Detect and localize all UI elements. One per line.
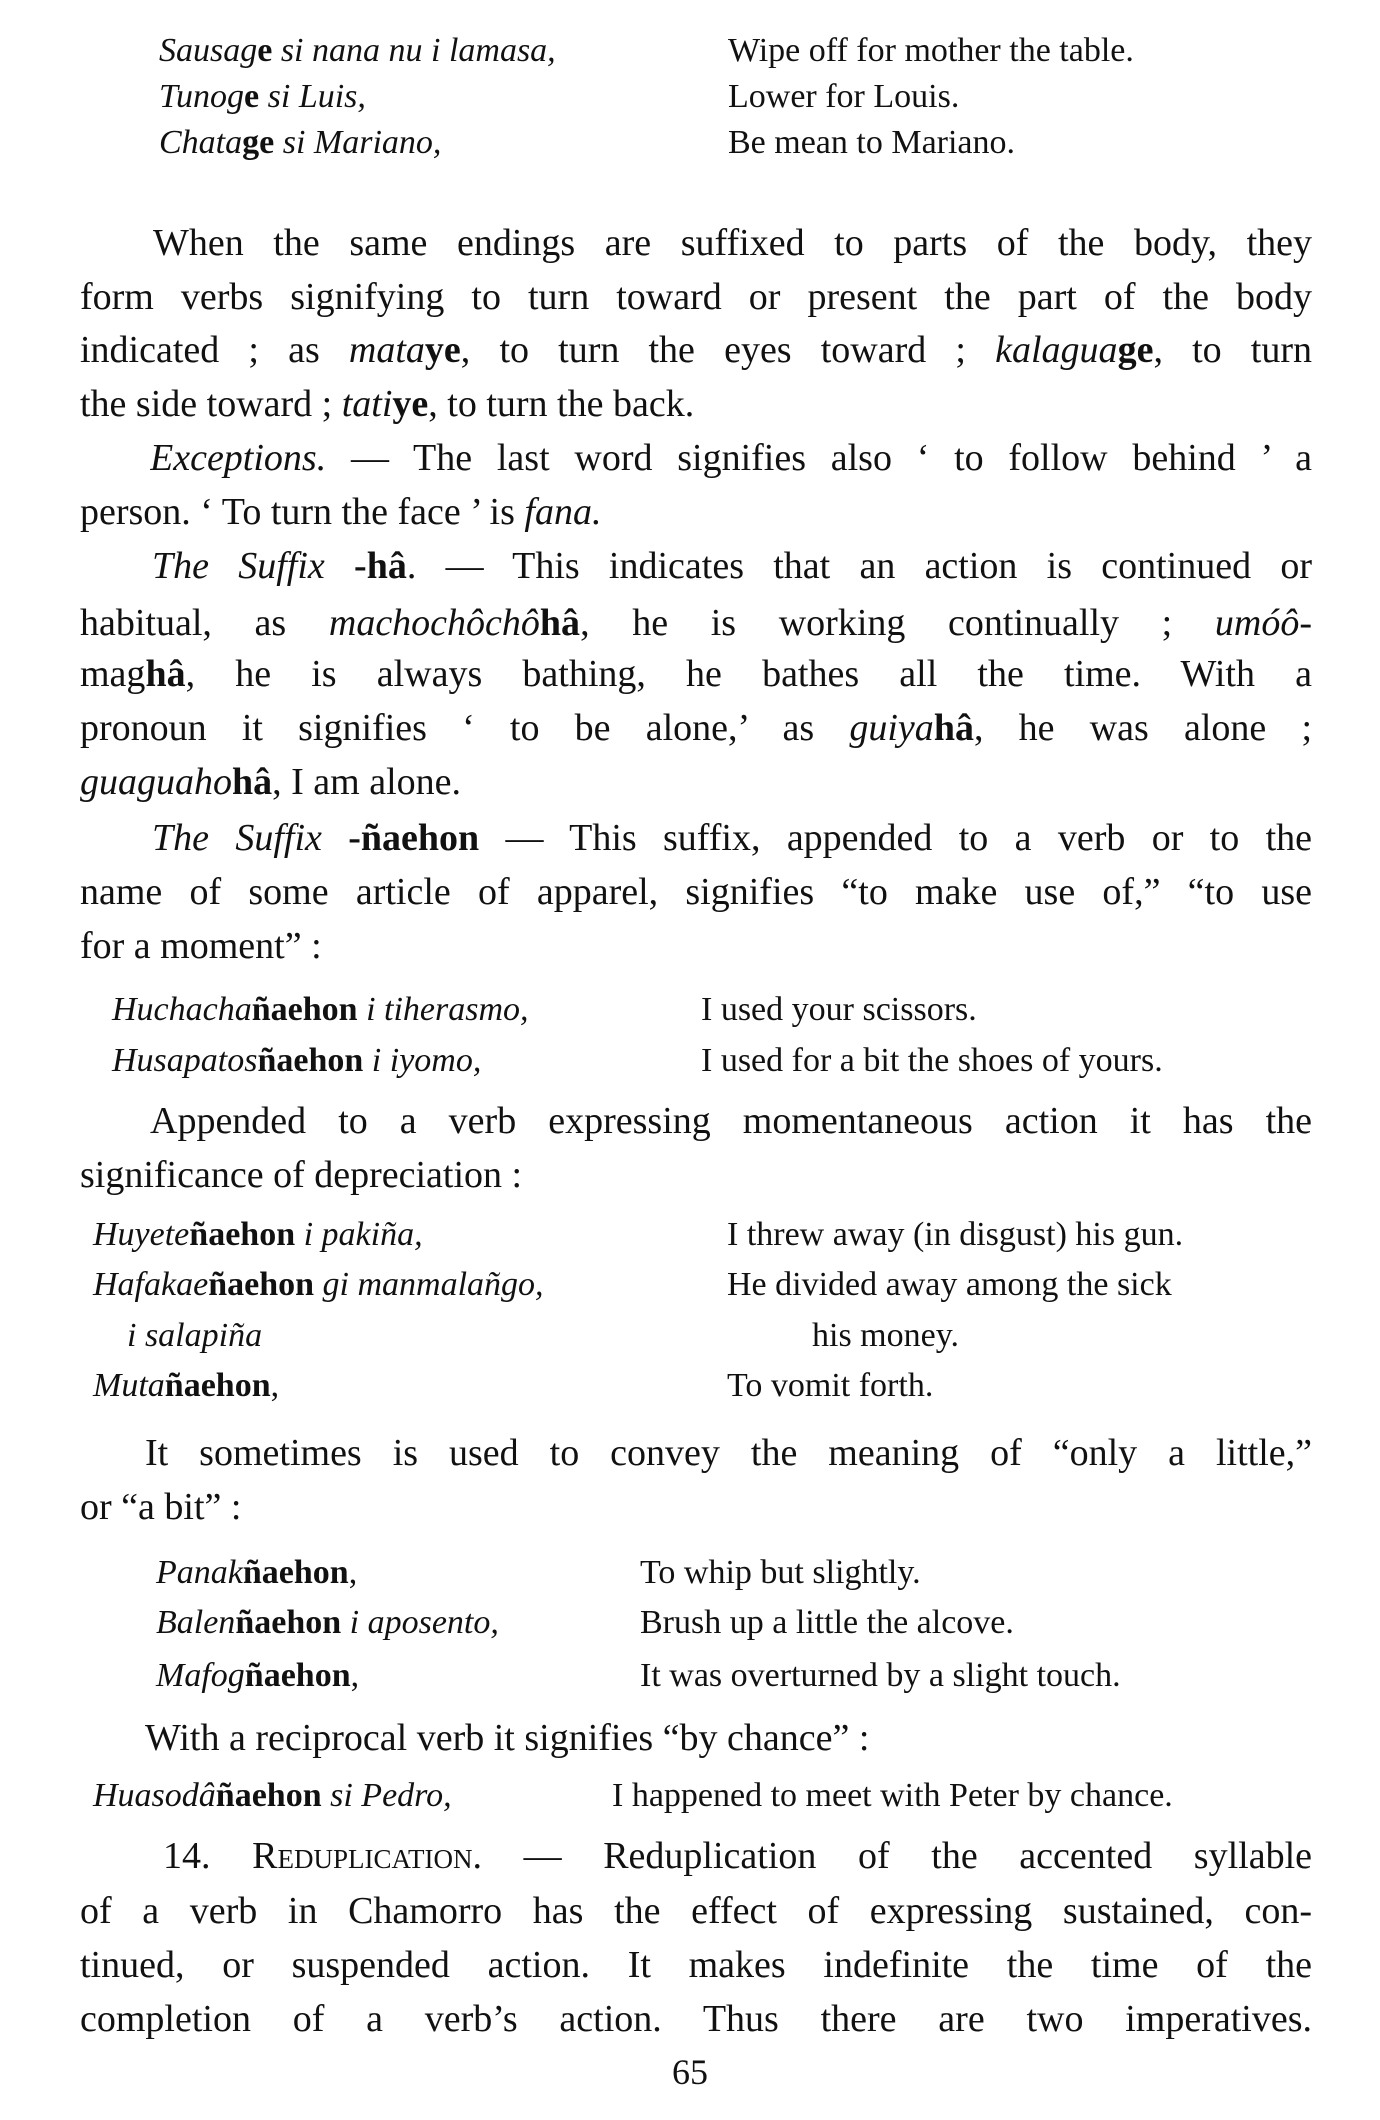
chamorro-phrase (159, 121, 441, 165)
text-line (80, 1997, 1312, 2041)
english-translation: I used for a bit the shoes of yours. (701, 1042, 1163, 1079)
text-line (153, 221, 1312, 265)
english-translation: Wipe off for mother the table. (728, 32, 1134, 69)
italic-text: i aposento, (341, 1604, 499, 1641)
english-translation: To vomit forth. (727, 1367, 934, 1404)
italic-text: Huasodâ (93, 1777, 216, 1814)
text-run: name of some article of apparel, signifies “to make use of,” “to use (80, 871, 1312, 913)
italic-text: The Suffix (152, 545, 325, 587)
italic-text: i tiherasmo, (357, 991, 529, 1028)
text-run: With a reciprocal verb it signifies “by chance” : (145, 1717, 870, 1759)
italic-text: Exceptions. (150, 437, 327, 479)
text-run: , he is always bathing, he bathes all the time. With a (185, 653, 1312, 695)
text-line (152, 816, 1312, 860)
text-run: indicated ; as (80, 329, 349, 371)
text-line (80, 1153, 522, 1197)
chamorro-phrase (93, 1364, 279, 1408)
text-run: habitual, as (80, 602, 329, 644)
english-translation: He divided away among the sick (727, 1266, 1172, 1303)
english-translation: I used your scissors. (701, 991, 977, 1028)
chamorro-phrase (159, 29, 556, 73)
text-run: When the same endings are suffixed to parts of the body, they (153, 222, 1312, 264)
chamorro-phrase (156, 1551, 357, 1595)
italic-text: tati (341, 383, 393, 425)
italic-text: umóô- (1214, 602, 1312, 644)
english-translation: To whip but slightly. (640, 1554, 921, 1591)
text-run: , (350, 1657, 360, 1694)
italic-text: si nana nu i lamasa, (272, 32, 556, 69)
italic-text: si Luis, (259, 78, 366, 115)
suffix-text: ge (1117, 329, 1154, 371)
text-run: — This suffix, appended to a verb or to the (479, 817, 1312, 859)
page-number: 65 (672, 2052, 708, 2092)
text-line (80, 382, 694, 426)
italic-text: i pakiña, (295, 1216, 423, 1253)
text-line (150, 1099, 1312, 1143)
suffix-text: e (244, 78, 260, 115)
text-line (80, 601, 1312, 645)
text-run: the side toward ; (80, 383, 342, 425)
suffix-text: hâ (539, 602, 581, 644)
italic-text: gi manmalañgo, (314, 1266, 544, 1303)
chamorro-phrase (127, 1314, 262, 1358)
text-run: tinued, or suspended action. It makes indefinite the time of the (80, 1944, 1312, 1986)
suffix-text: ñaehon (215, 1777, 322, 1814)
chamorro-phrase (93, 1774, 452, 1818)
suffix-text: hâ (232, 761, 273, 803)
text-line (80, 652, 1312, 696)
italic-text: fana. (524, 491, 602, 533)
text-run: — The last word signifies also ‘ to follow behind ’ a (326, 437, 1312, 479)
english-translation: It was overturned by a slight touch. (640, 1657, 1121, 1694)
italic-text: Mafog (156, 1657, 245, 1694)
italic-text: Balen (156, 1604, 236, 1641)
chamorro-phrase (156, 1654, 359, 1698)
italic-text: Huchacha (112, 991, 252, 1028)
suffix-text: ñaehon (235, 1604, 342, 1641)
italic-text: guiya (849, 707, 934, 749)
italic-text: i iyomo, (363, 1042, 482, 1079)
text-run: — Reduplication of the accented syllable (481, 1835, 1312, 1877)
text-line (80, 760, 461, 804)
text-run: , to turn the eyes toward ; (460, 329, 996, 371)
text-run: for a moment” : (80, 925, 322, 967)
suffix-text: ñaehon (189, 1216, 296, 1253)
text-run: , to turn the back. (428, 383, 695, 425)
text-run: , (270, 1367, 280, 1404)
suffix-text: hâ (933, 707, 974, 749)
italic-text: The Suffix (152, 817, 322, 859)
text-line (80, 328, 1312, 372)
italic-text: si Mariano, (274, 124, 442, 161)
italic-text: Tunog (159, 78, 245, 115)
text-run: 14. (163, 1835, 253, 1877)
text-line (80, 924, 322, 968)
suffix-text: -ñaehon (321, 817, 480, 859)
text-run: mag (80, 653, 146, 695)
english-translation: his money. (812, 1317, 960, 1354)
text-run: , to turn (1153, 329, 1312, 371)
text-line (145, 1716, 869, 1760)
italic-text: Huyete (93, 1216, 190, 1253)
suffix-text: -hâ (324, 545, 407, 587)
chamorro-phrase (112, 1039, 481, 1083)
text-run: completion of a verb’s action. Thus there are two imperatives. (80, 1998, 1312, 2040)
english-translation: I threw away (in disgust) his gun. (727, 1216, 1184, 1253)
italic-text: si Pedro, (321, 1777, 452, 1814)
english-translation: Brush up a little the alcove. (640, 1604, 1014, 1641)
text-line (80, 1943, 1312, 1987)
text-run: It sometimes is used to convey the meaning of “only a little,” (145, 1432, 1312, 1474)
english-translation: I happened to meet with Peter by chance. (612, 1777, 1173, 1814)
text-run: , I am alone. (272, 761, 462, 803)
suffix-text: ye (424, 329, 461, 371)
english-translation: Be mean to Mariano. (728, 124, 1016, 161)
text-line (80, 1485, 241, 1529)
italic-text: i salapiña (127, 1317, 263, 1354)
text-run: , (348, 1554, 358, 1591)
chamorro-phrase (93, 1213, 423, 1257)
text-run: Reduplication. (252, 1835, 482, 1877)
text-line (80, 490, 601, 534)
suffix-text: ye (392, 383, 429, 425)
text-run: , he is working continually ; (580, 602, 1215, 644)
english-translation: Lower for Louis. (728, 78, 960, 115)
suffix-text: ñaehon (164, 1367, 271, 1404)
text-run: or “a bit” : (80, 1486, 242, 1528)
suffix-text: ge (242, 124, 275, 161)
suffix-text: ñaehon (244, 1657, 351, 1694)
text-line (80, 706, 1312, 750)
text-run: form verbs signifying to turn toward or present the part of the body (80, 276, 1312, 318)
suffix-text: hâ (145, 653, 186, 695)
text-line (150, 436, 1312, 480)
italic-text: Husapatos (112, 1042, 258, 1079)
suffix-text: ñaehon (208, 1266, 315, 1303)
italic-text: machochôchô (328, 602, 540, 644)
italic-text: Muta (93, 1367, 165, 1404)
text-line (163, 1834, 1312, 1878)
chamorro-phrase (156, 1601, 499, 1645)
text-line (80, 275, 1312, 319)
italic-text: Hafakae (93, 1266, 209, 1303)
chamorro-phrase (93, 1263, 544, 1307)
italic-text: kalagua (995, 329, 1118, 371)
chamorro-phrase (159, 75, 366, 119)
suffix-text: ñaehon (257, 1042, 364, 1079)
text-line (80, 1889, 1312, 1933)
italic-text: Sausag (159, 32, 258, 69)
italic-text: guaguaho (80, 761, 232, 803)
italic-text: Chata (159, 124, 243, 161)
suffix-text: ñaehon (242, 1554, 349, 1591)
text-run: significance of depreciation : (80, 1154, 523, 1196)
text-line (80, 870, 1312, 914)
italic-text: mata (348, 329, 425, 371)
text-run: . — This indicates that an action is continued or (406, 545, 1312, 587)
chamorro-phrase (112, 988, 529, 1032)
text-run: , he was alone ; (973, 707, 1312, 749)
italic-text: Panak (156, 1554, 243, 1591)
suffix-text: ñaehon (251, 991, 358, 1028)
text-run: pronoun it signifies ‘ to be alone,’ as (80, 707, 850, 749)
suffix-text: e (257, 32, 273, 69)
text-run: person. ‘ To turn the face ’ is (80, 491, 525, 533)
text-line (145, 1431, 1312, 1475)
text-line (152, 544, 1312, 588)
text-run: Appended to a verb expressing momentaneous action it has the (150, 1100, 1312, 1142)
text-run: of a verb in Chamorro has the effect of expressing sustained, con- (80, 1890, 1312, 1932)
